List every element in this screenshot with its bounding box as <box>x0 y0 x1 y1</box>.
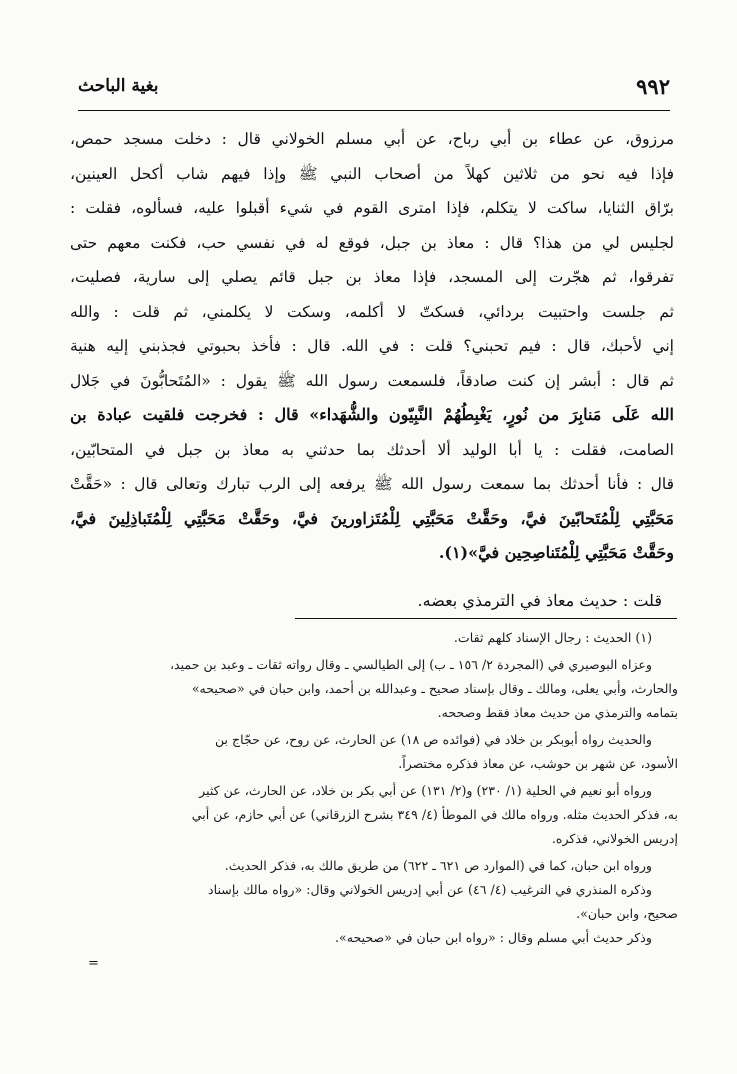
footnote-line: ورواه ابن حبان، كما في (الموارد ص ٦٢١ ـ ٦٢٢) من طريق مالك به، فذكر الحديث. <box>224 858 652 873</box>
main-text-line: ثم قال : أبشر إن كنت صادقاً، فلسمعت رسول الله ﷺ يقول : «المُتَحابُّونَ في جَلال <box>70 371 674 390</box>
main-text-line: قال : فأنا أحدثك بما سمعت رسول الله ﷺ يرفعه إلى الرب تبارك وتعالى قال : «حَقَّتْ <box>70 475 674 493</box>
hadith-text-line: مَحَبَّتِي لِلْمُتَحابّينَ فيَّ، وحَقَّتْ مَحَبَّتِي لِلْمُتَزاورينَ فيَّ، وحَقَّتْ مَحَبَّتِي لِلْمُتَباذِلِينَ فيَّ، <box>70 508 674 528</box>
hadith-text-line: الله عَلَى مَنابِرَ من نُورٍ، يَغْبِطُهُمْ النَّبِيّون والشُّهَداء» قال : فخرجت فلقيت عبادة بن <box>70 405 674 424</box>
main-text-line: فإذا فيه نحو من ثلاثين كهلاً من أصحاب النبي ﷺ وإذا فيهم شاب أكحل العينين، <box>70 164 674 183</box>
footnote-line: والحارث، وأبي يعلى، ومالك ـ وقال بإسناد صحيح ـ وعبدالله بن أحمد، وابن حبان في «صحيحه» <box>191 681 678 696</box>
footnote-line: والحديث رواه أبوبكر بن خلاد في (فوائده ص ١٨) عن الحارث، عن روح، عن حجّاج بن <box>214 732 652 747</box>
continuation-mark: = <box>88 956 99 971</box>
footnote-divider <box>295 618 677 619</box>
footnote-line: إدريس الخولاني، فذكره. <box>551 831 678 846</box>
footnote-line: وذكر حديث أبي مسلم وقال : «رواه ابن حبان في «صحيحه». <box>335 930 652 945</box>
main-text-line: برّاق الثنايا، ساكت لا يتكلم، فإذا امترى القوم في شيء أقبلوا عليه، فسألوه، فقلت : <box>70 199 674 217</box>
main-text-line: تفرقوا، ثم هجّرت إلى المسجد، فإذا معاذ بن جبل قائم يصلي إلى سارية، فصليت، <box>70 268 674 286</box>
footnote-line: بتمامه والترمذي من حديث معاذ فقط وصححه. <box>437 705 678 720</box>
footnote-line: وذكره المنذري في الترغيب (٤/ ٤٦) عن أبي إدريس الخولاني وقال: «رواه مالك بإسناد <box>208 882 652 897</box>
main-text-line: ثم جلست واحتبيت بردائي، فسكتّ لا أكلمه، وسكت لا يكلمني، ثم قلت : والله <box>70 302 674 321</box>
footnote-line: به، فذكر الحديث مثله. ورواه مالك في الموطأ (٤/ ٣٤٩ بشرح الزرقاني) عن أبي حازم، عن أبي <box>191 807 678 822</box>
page-header <box>78 74 670 102</box>
main-text-line: إني لأحبك، قال : فيم تحبني؟ قلت : في الله. قال : فأخذ بحبوتي فجذبني إليه هنية <box>70 337 674 355</box>
main-text-line: مرزوق، عن عطاء بن أبي رباح، عن أبي مسلم الخولاني قال : دخلت مسجد حمص، <box>70 130 674 148</box>
footnotes <box>64 626 678 950</box>
header-divider <box>78 110 670 111</box>
book-title: بغية الباحث <box>78 76 159 96</box>
main-text-line: لجليس لي من هذا؟ قال : معاذ بن جبل، فوقع له في نفسي حب، فكنت معهم حتى <box>70 233 674 252</box>
closing-remark: قلت : حديث معاذ في الترمذي بعضه. <box>417 591 662 610</box>
main-text <box>70 122 674 571</box>
hadith-text-line: وحَقَّتْ مَحَبَّتِي لِلْمُتَناصِحِين فيَّ»(١). <box>438 543 674 562</box>
main-text-line: الصامت، فقلت : يا أبا الوليد ألا أحدثك بما حدثني به معاذ بن جبل في المتحابّين، <box>70 440 674 459</box>
footnote-line: الأسود، عن شهر بن حوشب، عن معاذ فذكره مختصراً. <box>398 756 678 771</box>
footnote-line: صحيح، وابن حبان». <box>576 906 678 921</box>
footnote-line: (١) الحديث : رجال الإسناد كلهم ثقات. <box>453 630 652 645</box>
footnote-line: وعزاه البوصيري في (المجردة ٢/ ١٥٦ ـ ب) إلى الطيالسي ـ وقال رواته ثقات ـ وعبد بن حميد، <box>169 657 652 672</box>
page-number: ٩٩٢ <box>636 74 670 99</box>
footnote-line: ورواه أبو نعيم في الحلية (١/ ٢٣٠) و(٢/ ١٣١) عن أبي بكر بن خلاد، عن الحارث، عن كثير <box>199 783 652 798</box>
